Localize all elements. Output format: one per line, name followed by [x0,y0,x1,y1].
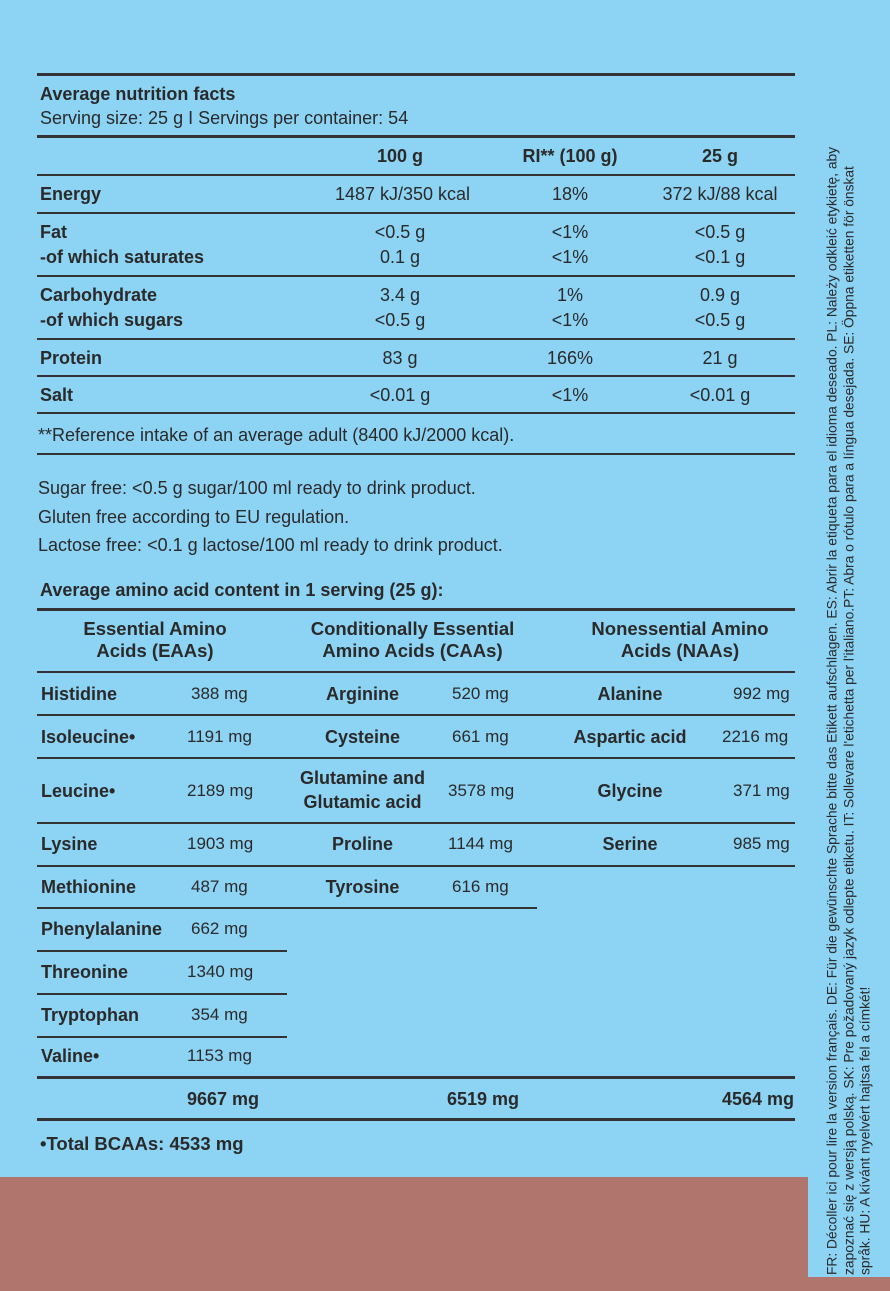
nutrient-name: Carbohydrate [40,285,158,305]
eaa-value: 487 mg [191,877,248,896]
naa-name: Serine [602,834,658,854]
caa-header-line: Conditionally Essential [310,618,515,639]
caa-header-line: Amino Acids (CAAs) [322,640,503,661]
eaa-name: Valine• [41,1046,100,1066]
bottom-color-band [0,1177,890,1291]
naa-name: Aspartic acid [573,727,687,747]
naa-name: Glycine [597,781,663,801]
eaa-name: Tryptophan [41,1005,139,1025]
naa-value: 992 mg [733,684,790,703]
caa-name: Proline [331,834,393,854]
nutrient-per25: <0.5 g [694,310,746,330]
naa-value: 371 mg [733,781,790,800]
nutrient-name: -of which saturates [40,247,205,267]
rule [37,1076,795,1079]
rule [37,212,795,214]
eaa-value: 1153 mg [187,1046,252,1065]
caa-name-multiline [290,766,435,814]
nutrient-ri: <1% [551,310,589,330]
nutrient-per100: 3.4 g [379,285,421,305]
naa-total: 4564 mg [722,1089,795,1109]
eaa-header-line: Acids (EAAs) [96,640,214,661]
rule [37,412,795,414]
nutrient-name: Fat [40,222,67,242]
nutrient-ri: <1% [551,385,589,405]
rule [37,757,795,759]
nutrient-per100: <0.5 g [374,310,426,330]
nutrient-per25: <0.1 g [694,247,746,267]
column-header: RI** (100 g) [522,146,618,166]
nutrient-ri: <1% [551,247,589,267]
caa-value: 520 mg [452,684,509,703]
nutrient-name: -of which sugars [40,310,184,330]
rule [37,608,795,611]
serving-info: Serving size: 25 g I Servings per container: 54 [40,108,409,128]
rule [37,714,795,716]
nutrient-name: Salt [40,385,74,405]
nutrient-ri: 1% [556,285,583,305]
nutrient-per25: 21 g [702,348,738,368]
rule [37,135,795,138]
eaa-value: 1191 mg [187,727,252,746]
caa-name: Cysteine [324,727,401,747]
caa-value: 3578 mg [448,781,515,800]
reference-footnote: **Reference intake of an average adult (8400 kJ/2000 kcal). [38,425,515,445]
rule [37,174,795,176]
naa-header-line: Acids (NAAs) [620,640,740,661]
caa-name-line: Glutamine and [299,768,425,788]
eaa-name: Methionine [41,877,136,897]
rule [37,993,287,995]
caa-name: Arginine [325,684,399,704]
naa-header [575,618,785,662]
eaa-name: Threonine [41,962,129,982]
caa-value: 661 mg [452,727,509,746]
caa-name-line: Glutamic acid [303,792,422,812]
rule [37,375,795,377]
nutrient-per100: <0.5 g [374,222,426,242]
eaa-value: 388 mg [191,684,248,703]
eaa-name: Phenylalanine [41,919,163,939]
claim-gluten-free: Gluten free according to EU regulation. [38,507,350,527]
rule [37,338,795,340]
rule [37,822,795,824]
eaa-header-line: Essential Amino [83,618,227,639]
nutrient-per100: 0.1 g [379,247,421,267]
naa-value: 985 mg [733,834,790,853]
nutrient-per25: <0.5 g [694,222,746,242]
nutrient-ri: <1% [551,222,589,242]
claim-lactose-free: Lactose free: <0.1 g lactose/100 ml ready to drink product. [38,535,503,555]
rule [37,275,795,277]
claim-sugar-free: Sugar free: <0.5 g sugar/100 ml ready to drink product. [38,478,476,498]
caa-value: 1144 mg [448,834,513,853]
nutrient-ri: 166% [546,348,594,368]
eaa-value: 1340 mg [187,962,254,981]
rule [37,73,795,76]
caa-total: 6519 mg [447,1089,520,1109]
naa-value: 2216 mg [722,727,789,746]
caa-name: Tyrosine [325,877,400,897]
nutrient-name: Energy [40,184,102,204]
nutrient-per100: 83 g [382,348,418,368]
eaa-value: 1903 mg [187,834,254,853]
nutrient-per25: 372 kJ/88 kcal [662,184,778,204]
rule [37,671,795,673]
eaa-header [50,618,260,662]
amino-title: Average amino acid content in 1 serving (25 g): [40,580,444,600]
nutrient-per25: <0.01 g [689,385,751,405]
nutrient-per100: 1487 kJ/350 kcal [334,184,471,204]
eaa-value: 2189 mg [187,781,254,800]
eaa-name: Leucine• [41,781,116,801]
caa-header [290,618,535,662]
rule [37,907,537,909]
nutrient-ri: 18% [551,184,589,204]
peel-instructions: FR: Décoller ici pour lire la version français. DE: Für die gewünschte Sprache bitte das Etikett aufschlagen. ES: Abrir la etiqueta para el idioma deseado. PL: Należy odkleić etykietę, aby zapoznać się z wersją polską. SK: Pre požadovaný jazyk odlepte etiketu. IT: Sollevare l'etichetta per l'italiano.PT: Abra o rótulo para a língua desejada. SE: Öppna etiketten för önskat språk. HU: A kívánt nyelvért hajtsa fel a címkét! [824,146,873,1275]
rule [37,453,795,455]
nutrient-name: Protein [40,348,103,368]
eaa-name: Lysine [41,834,98,854]
rule [37,865,795,867]
rule [37,950,287,952]
total-bcaa: •Total BCAAs: 4533 mg [40,1133,244,1154]
eaa-value: 354 mg [191,1005,248,1024]
naa-name: Alanine [597,684,663,704]
rule [37,1118,795,1121]
eaa-name: Isoleucine• [41,727,136,747]
rule [37,1036,287,1038]
column-header: 25 g [701,146,739,166]
eaa-value: 662 mg [191,919,248,938]
nutrient-per100: <0.01 g [369,385,431,405]
nutrition-title: Average nutrition facts [40,84,236,104]
eaa-name: Histidine [41,684,118,704]
nutrient-per25: 0.9 g [699,285,741,305]
column-header: 100 g [376,146,424,166]
naa-header-line: Nonessential Amino [591,618,769,639]
eaa-total: 9667 mg [187,1089,260,1109]
caa-value: 616 mg [452,877,509,896]
